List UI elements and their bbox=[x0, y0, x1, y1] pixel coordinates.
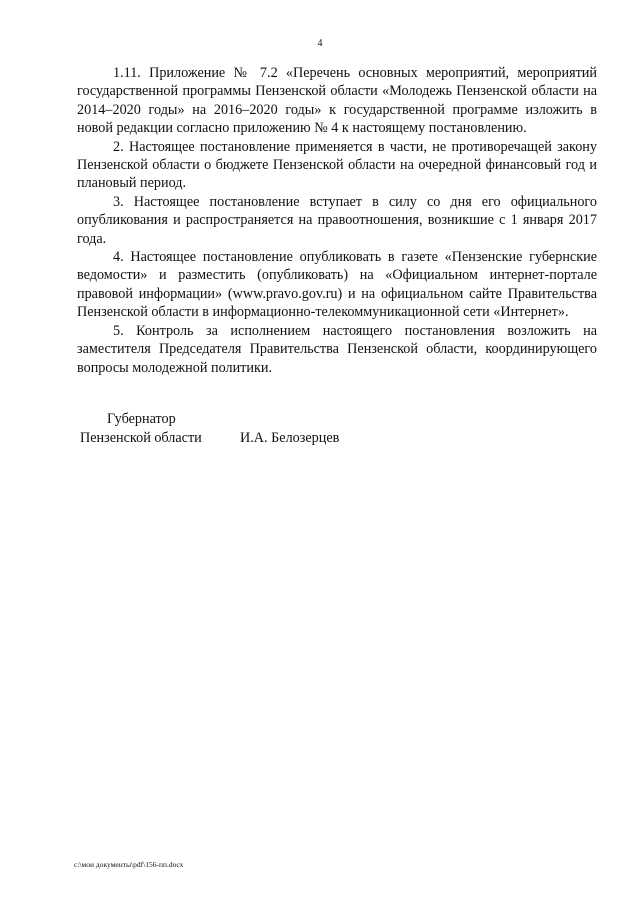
document-body bbox=[77, 64, 597, 377]
paragraph-3: 3. Настоящее постановление вступает в силу со дня его официального опубликования и распространяется на правоотношения, возникшие с 1 января 2017 года. bbox=[77, 193, 597, 247]
signatory-name: И.А. Белозерцев bbox=[240, 430, 340, 446]
signatory-title-line-2: Пензенской области bbox=[80, 430, 202, 446]
paragraph-5: 5. Контроль за исполнением настоящего постановления возложить на заместителя Председателя Правительства Пензенской области, координирующего вопросы молодежной политики. bbox=[77, 322, 597, 376]
paragraph-1-11: 1.11. Приложение № 7.2 «Перечень основных мероприятий, мероприятий государственной программы Пензенской области «Молодежь Пензенской области на 2014–2020 годы» на 2016–2020 годы» к государственной программе изложить в новой редакции согласно приложению № 4 к настоящему постановлению. bbox=[77, 65, 597, 137]
footer-file-path: c:\мои документы\pdf\156-пп.docx bbox=[74, 860, 184, 869]
signatory-title-line-1: Губернатор bbox=[107, 411, 176, 427]
page-number: 4 bbox=[317, 38, 323, 49]
paragraph-4: 4. Настоящее постановление опубликовать в газете «Пензенские губернские ведомости» и разместить (опубликовать) на «Официальном интернет-портале правовой информации» (www.pravo.gov.ru) и на официальном сайте Правительства Пензенской области в информационно-телекоммуникационной сети «Интернет». bbox=[77, 249, 597, 321]
paragraph-2: 2. Настоящее постановление применяется в части, не противоречащей закону Пензенской области о бюджете Пензенской области на очередной финансовый год и плановый период. bbox=[77, 138, 597, 192]
